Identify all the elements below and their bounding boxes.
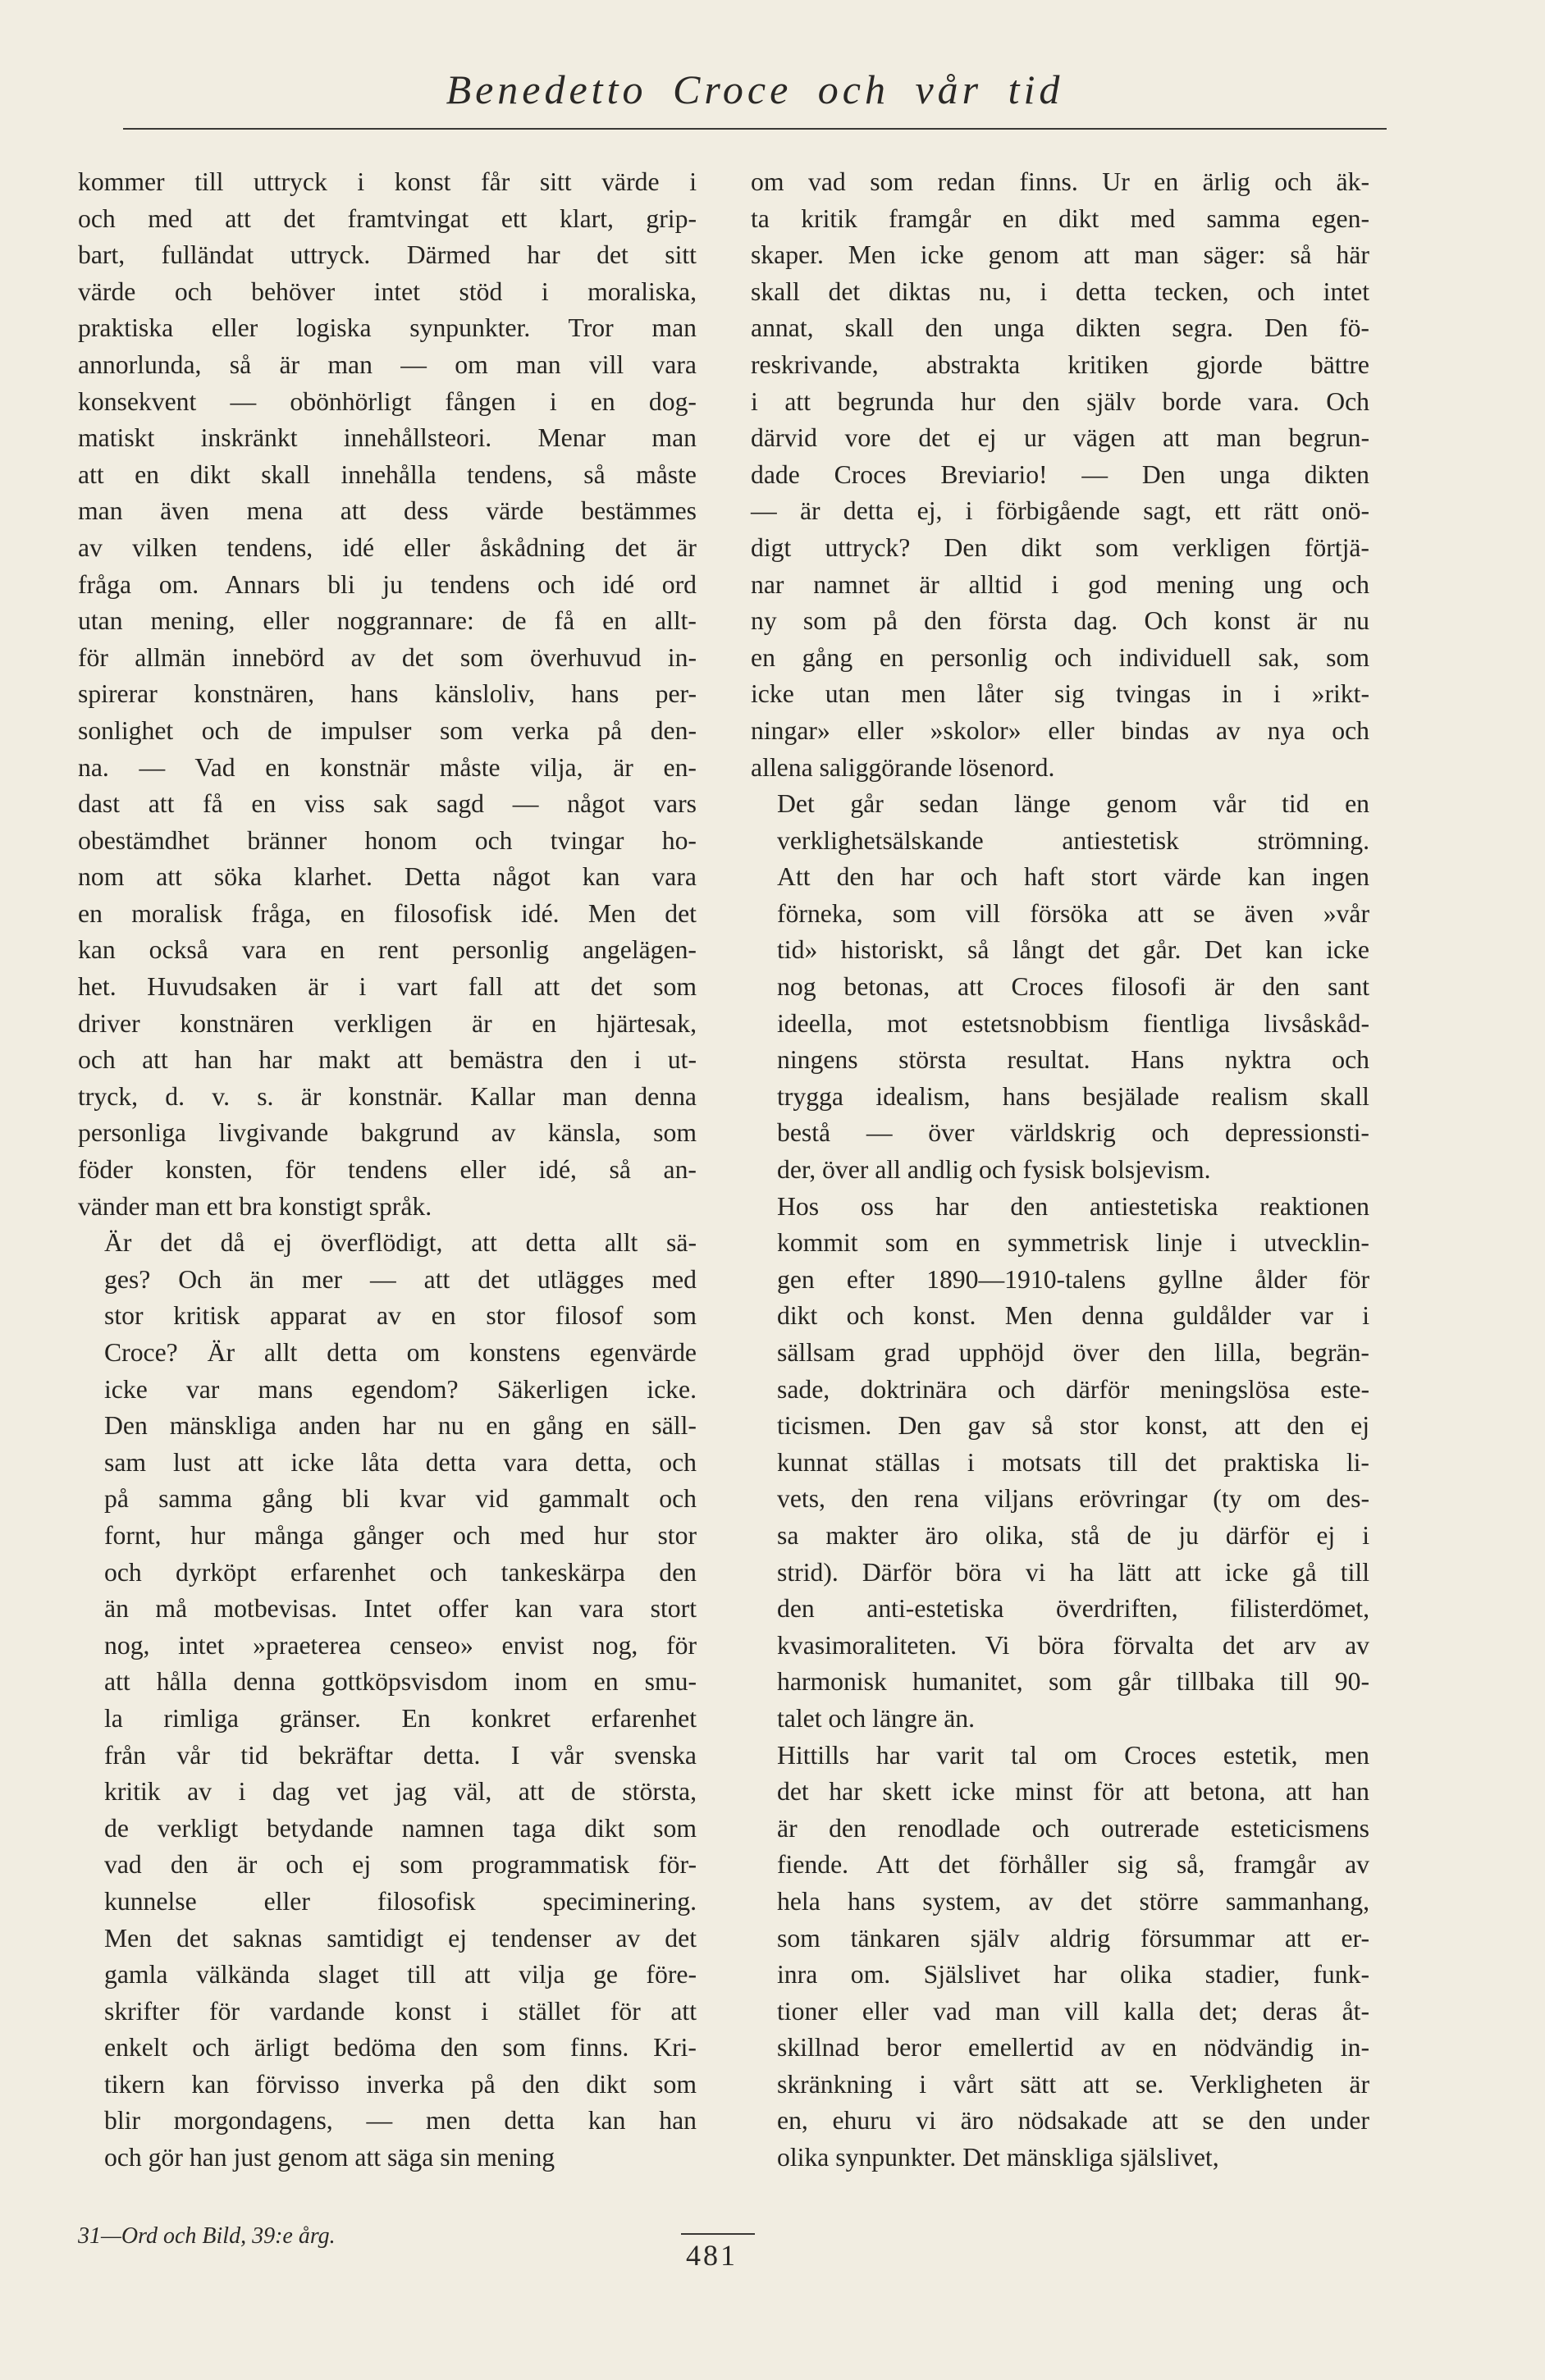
text-line: av vilken tendens, idé eller åskådning det är bbox=[78, 532, 697, 562]
paragraph bbox=[751, 786, 1369, 1189]
text-line: sa makter äro olika, stå de ju därför ej i bbox=[777, 1520, 1369, 1550]
footer-signature: 31—Ord och Bild, 39:e årg. bbox=[78, 2223, 336, 2249]
text-line: ges? Och än mer — att det utlägges med bbox=[104, 1264, 697, 1294]
text-line: Att den har och haft stort värde kan ingen bbox=[777, 862, 1369, 892]
text-line: fiende. Att det förhåller sig så, framgår av bbox=[777, 1850, 1369, 1880]
text-line: dade Croces Breviario! — Den unga dikten bbox=[751, 459, 1369, 489]
text-line: skaper. Men icke genom att man säger: så här bbox=[751, 240, 1369, 270]
text-line: skall det diktas nu, i detta tecken, och intet bbox=[751, 276, 1369, 306]
text-line: vets, den rena viljans erövringar (ty om des- bbox=[777, 1484, 1369, 1514]
text-line: det har skett icke minst för att betona, att han bbox=[777, 1777, 1369, 1807]
text-line: nom att söka klarhet. Detta något kan vara bbox=[78, 862, 697, 892]
text-line: utan mening, eller noggrannare: de få en allt- bbox=[78, 606, 697, 636]
text-line: man även mena att dess värde bestämmes bbox=[78, 496, 697, 526]
text-line: bestå — över världskrig och depressionsti- bbox=[777, 1118, 1369, 1148]
text-line: förneka, som vill försöka att se även »vår bbox=[777, 898, 1369, 928]
text-line: blir morgondagens, — men detta kan han bbox=[104, 2106, 697, 2136]
text-line: la rimliga gränser. En konkret erfarenhet bbox=[104, 1703, 697, 1733]
text-line: om vad som redan finns. Ur en ärlig och äk- bbox=[751, 167, 1369, 196]
text-line: att en dikt skall innehålla tendens, så måste bbox=[78, 459, 697, 489]
text-line: sade, doktrinära och därför meningslösa este- bbox=[777, 1374, 1369, 1404]
text-line: vad den är och ej som programmatisk för- bbox=[104, 1850, 697, 1880]
text-line: nog, intet »praeterea censeo» envist nog, för bbox=[104, 1630, 697, 1660]
text-line: olika synpunkter. Det mänskliga själslivet, bbox=[777, 2143, 1219, 2172]
text-line: Den mänskliga anden har nu en gång en säll- bbox=[104, 1411, 697, 1441]
text-line: inra om. Själslivet har olika stadier, funk- bbox=[777, 1960, 1369, 1989]
text-line: Hittills har varit tal om Croces estetik, men bbox=[777, 1740, 1369, 1770]
text-line: är den renodlade och outrerade esteticismens bbox=[777, 1813, 1369, 1843]
text-line: icke utan men låter sig tvingas in i »rikt- bbox=[751, 679, 1369, 709]
text-line: — är detta ej, i förbigående sagt, ett rätt onö- bbox=[751, 496, 1369, 526]
text-line: na. — Vad en konstnär måste vilja, är en- bbox=[78, 752, 697, 782]
header-rule bbox=[123, 128, 1387, 130]
text-line: obestämdhet bränner honom och tvingar ho- bbox=[78, 825, 697, 855]
text-line: digt uttryck? Den dikt som verkligen förtjä- bbox=[751, 532, 1369, 562]
text-line: hela hans system, av det större sammanhang, bbox=[777, 1886, 1369, 1916]
text-line: och att han har makt att bemästra den i ut- bbox=[78, 1045, 697, 1075]
text-line: spirerar konstnären, hans känsloliv, hans per- bbox=[78, 679, 697, 709]
text-line: kommit som en symmetrisk linje i utvecklin- bbox=[777, 1228, 1369, 1258]
text-line: en gång en personlig och individuell sak, som bbox=[751, 642, 1369, 672]
text-line: Hos oss har den antiestetiska reaktionen bbox=[777, 1191, 1369, 1221]
text-line: konsekvent — obönhörligt fången i en dog- bbox=[78, 386, 697, 416]
text-line: Är det då ej överflödigt, att detta allt sä- bbox=[104, 1228, 697, 1258]
text-line: verklighetsälskande antiestetisk strömning. bbox=[777, 825, 1369, 855]
text-line: och gör han just genom att säga sin mening bbox=[104, 2143, 555, 2172]
paragraph bbox=[751, 1189, 1369, 1738]
text-line: der, över all andlig och fysisk bolsjevism. bbox=[777, 1155, 1211, 1185]
text-line: ningens största resultat. Hans nyktra och bbox=[777, 1045, 1369, 1075]
text-line: kommer till uttryck i konst får sitt värde i bbox=[78, 167, 697, 196]
text-line: ticismen. Den gav så stor konst, att den ej bbox=[777, 1411, 1369, 1441]
paragraph bbox=[78, 1225, 697, 2176]
text-line: föder konsten, för tendens eller idé, så an- bbox=[78, 1155, 697, 1185]
text-line: reskrivande, abstrakta kritiken gjorde bättre bbox=[751, 349, 1369, 379]
text-line: kunnat ställas i motsats till det praktiska li- bbox=[777, 1447, 1369, 1477]
text-line: skillnad beror emellertid av en nödvändig in- bbox=[777, 2033, 1369, 2063]
text-line: kan också vara en rent personlig angelägen- bbox=[78, 935, 697, 965]
text-line: matiskt inskränkt innehållsteori. Menar man bbox=[78, 423, 697, 453]
text-line: personliga livgivande bakgrund av känsla, som bbox=[78, 1118, 697, 1148]
paragraph bbox=[78, 164, 697, 1225]
text-line: icke var mans egendom? Säkerligen icke. bbox=[104, 1374, 697, 1404]
text-line: kritik av i dag vet jag väl, att de största, bbox=[104, 1777, 697, 1807]
text-line: talet och längre än. bbox=[777, 1703, 976, 1733]
text-line: en moralisk fråga, en filosofisk idé. Men det bbox=[78, 898, 697, 928]
text-line: i att begrunda hur den själv borde vara. Och bbox=[751, 386, 1369, 416]
text-line: värde och behöver intet stöd i moraliska, bbox=[78, 276, 697, 306]
text-line: annorlunda, så är man — om man vill vara bbox=[78, 349, 697, 379]
text-line: skrifter för vardande konst i stället för att bbox=[104, 1996, 697, 2026]
text-line: ideella, mot estetsnobbism fientliga livsåskåd- bbox=[777, 1008, 1369, 1038]
text-line: och dyrköpt erfarenhet och tankeskärpa den bbox=[104, 1557, 697, 1587]
text-line: Croce? Är allt detta om konstens egenvärde bbox=[104, 1338, 697, 1367]
running-header: Benedetto Croce och vår tid bbox=[446, 66, 1064, 112]
text-line: tid» historiskt, så långt det går. Det kan icke bbox=[777, 935, 1369, 965]
text-line: skränkning i vårt sätt att se. Verkligheten är bbox=[777, 2069, 1369, 2099]
text-line: allena saliggörande lösenord. bbox=[751, 752, 1055, 782]
text-line: ny som på den första dag. Och konst är nu bbox=[751, 606, 1369, 636]
text-line: sällsam grad upphöjd över den lilla, begrän- bbox=[777, 1338, 1369, 1367]
text-line: gen efter 1890—1910-talens gyllne ålder för bbox=[777, 1264, 1369, 1294]
text-line: kvasimoraliteten. Vi böra förvalta det arv av bbox=[777, 1630, 1369, 1660]
text-line: den anti-estetiska överdriften, filisterdömet, bbox=[777, 1594, 1369, 1624]
page-number: 481 bbox=[686, 2239, 738, 2272]
text-line: stor kritisk apparat av en stor filosof som bbox=[104, 1301, 697, 1331]
text-line: vänder man ett bra konstigt språk. bbox=[78, 1191, 432, 1221]
text-line: från vår tid bekräftar detta. I vår svenska bbox=[104, 1740, 697, 1770]
text-line: och med att det framtvingat ett klart, grip- bbox=[78, 203, 697, 233]
text-line: harmonisk humanitet, som går tillbaka till 90- bbox=[777, 1667, 1369, 1697]
text-line: sonlighet och de impulser som verka på den- bbox=[78, 715, 697, 745]
text-line: strid). Därför böra vi ha lätt att icke gå till bbox=[777, 1557, 1369, 1587]
text-line: nar namnet är alltid i god mening ung och bbox=[751, 569, 1369, 599]
text-line: sam lust att icke låta detta vara detta, och bbox=[104, 1447, 697, 1477]
text-line: tikern kan förvisso inverka på den dikt som bbox=[104, 2069, 697, 2099]
text-line: att hålla denna gottköpsvisdom inom en smu- bbox=[104, 1667, 697, 1697]
paragraph bbox=[751, 1738, 1369, 2177]
text-line: som tänkaren själv aldrig försummar att er- bbox=[777, 1923, 1369, 1953]
text-line: dikt och konst. Men denna guldålder var i bbox=[777, 1301, 1369, 1331]
text-line: än må motbevisas. Intet offer kan vara stort bbox=[104, 1594, 697, 1624]
text-line: trygga idealism, hans besjälade realism skall bbox=[777, 1081, 1369, 1111]
text-line: annat, skall den unga dikten segra. Den fö- bbox=[751, 313, 1369, 343]
text-line: därvid vore det ej ur vägen att man begrun- bbox=[751, 423, 1369, 453]
right-column bbox=[751, 164, 1369, 2177]
text-line: praktiska eller logiska synpunkter. Tror man bbox=[78, 313, 697, 343]
text-line: het. Huvudsaken är i vart fall att det som bbox=[78, 972, 697, 1002]
text-line: bart, fulländat uttryck. Därmed har det sitt bbox=[78, 240, 697, 270]
text-line: ta kritik framgår en dikt med samma egen- bbox=[751, 203, 1369, 233]
text-line: kunnelse eller filosofisk speciminering. bbox=[104, 1886, 697, 1916]
text-line: nog betonas, att Croces filosofi är den sant bbox=[777, 972, 1369, 1002]
text-line: för allmän innebörd av det som överhuvud in- bbox=[78, 642, 697, 672]
text-line: på samma gång bli kvar vid gammalt och bbox=[104, 1484, 697, 1514]
text-line: enkelt och ärligt bedöma den som finns. Kri- bbox=[104, 2033, 697, 2063]
text-line: ningar» eller »skolor» eller bindas av nya och bbox=[751, 715, 1369, 745]
text-line: gamla välkända slaget till att vilja ge före- bbox=[104, 1960, 697, 1989]
left-column bbox=[78, 164, 697, 2177]
text-line: Det går sedan länge genom vår tid en bbox=[777, 789, 1369, 819]
text-line: driver konstnären verkligen är en hjärtesak, bbox=[78, 1008, 697, 1038]
text-line: fråga om. Annars bli ju tendens och idé ord bbox=[78, 569, 697, 599]
text-line: dast att få en viss sak sagd — något vars bbox=[78, 789, 697, 819]
text-line: en, ehuru vi äro nödsakade att se den under bbox=[777, 2106, 1369, 2136]
text-line: fornt, hur många gånger och med hur stor bbox=[104, 1520, 697, 1550]
text-line: tioner eller vad man vill kalla det; deras åt- bbox=[777, 1996, 1369, 2026]
page-number-rule bbox=[681, 2233, 755, 2235]
text-line: de verkligt betydande namnen taga dikt som bbox=[104, 1813, 697, 1843]
text-line: Men det saknas samtidigt ej tendenser av det bbox=[104, 1923, 697, 1953]
text-line: tryck, d. v. s. är konstnär. Kallar man denna bbox=[78, 1081, 697, 1111]
paragraph bbox=[751, 164, 1369, 786]
